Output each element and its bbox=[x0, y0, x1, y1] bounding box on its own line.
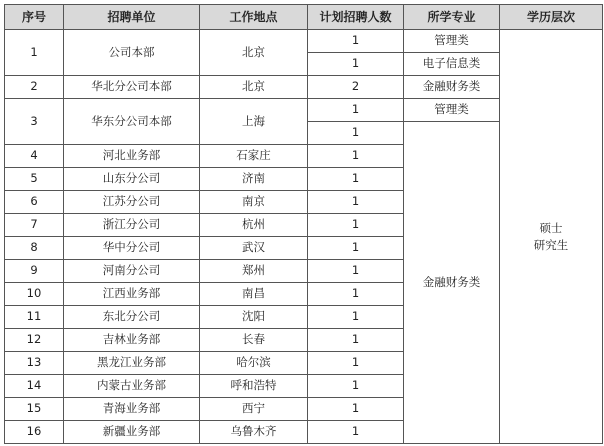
cell-unit: 吉林业务部 bbox=[64, 329, 200, 352]
cell-location: 杭州 bbox=[200, 214, 308, 237]
cell-no: 4 bbox=[5, 145, 64, 168]
cell-unit: 公司本部 bbox=[64, 30, 200, 76]
cell-location: 呼和浩特 bbox=[200, 375, 308, 398]
cell-unit: 江苏分公司 bbox=[64, 191, 200, 214]
cell-no: 7 bbox=[5, 214, 64, 237]
cell-count: 1 bbox=[308, 168, 404, 191]
cell-unit: 华北分公司本部 bbox=[64, 76, 200, 99]
cell-major-shared: 金融财务类 bbox=[404, 122, 500, 444]
cell-no: 12 bbox=[5, 329, 64, 352]
cell-location: 南昌 bbox=[200, 283, 308, 306]
header-unit: 招聘单位 bbox=[64, 5, 200, 30]
cell-location: 北京 bbox=[200, 30, 308, 76]
cell-count: 1 bbox=[308, 53, 404, 76]
cell-count: 1 bbox=[308, 306, 404, 329]
cell-count: 1 bbox=[308, 145, 404, 168]
cell-no: 11 bbox=[5, 306, 64, 329]
cell-no: 13 bbox=[5, 352, 64, 375]
cell-no: 10 bbox=[5, 283, 64, 306]
header-no: 序号 bbox=[5, 5, 64, 30]
cell-major: 管理类 bbox=[404, 99, 500, 122]
cell-unit: 江西业务部 bbox=[64, 283, 200, 306]
cell-unit: 华东分公司本部 bbox=[64, 99, 200, 145]
cell-location: 乌鲁木齐 bbox=[200, 421, 308, 444]
cell-location: 武汉 bbox=[200, 237, 308, 260]
cell-unit: 新疆业务部 bbox=[64, 421, 200, 444]
cell-no: 14 bbox=[5, 375, 64, 398]
cell-location: 南京 bbox=[200, 191, 308, 214]
table-row bbox=[5, 30, 603, 53]
cell-unit: 山东分公司 bbox=[64, 168, 200, 191]
cell-unit: 河北业务部 bbox=[64, 145, 200, 168]
cell-location: 哈尔滨 bbox=[200, 352, 308, 375]
cell-location: 北京 bbox=[200, 76, 308, 99]
header-count: 计划招聘人数 bbox=[308, 5, 404, 30]
cell-location: 西宁 bbox=[200, 398, 308, 421]
cell-location: 济南 bbox=[200, 168, 308, 191]
cell-count: 1 bbox=[308, 375, 404, 398]
cell-degree bbox=[500, 30, 603, 444]
cell-no: 15 bbox=[5, 398, 64, 421]
cell-location: 上海 bbox=[200, 99, 308, 145]
cell-count: 1 bbox=[308, 352, 404, 375]
cell-unit: 河南分公司 bbox=[64, 260, 200, 283]
cell-count: 1 bbox=[308, 283, 404, 306]
cell-count: 1 bbox=[308, 99, 404, 122]
cell-no: 5 bbox=[5, 168, 64, 191]
cell-unit: 浙江分公司 bbox=[64, 214, 200, 237]
recruitment-table bbox=[4, 4, 603, 444]
cell-major: 电子信息类 bbox=[404, 53, 500, 76]
cell-count: 1 bbox=[308, 191, 404, 214]
degree-line-1: 硕士 bbox=[539, 220, 563, 235]
cell-location: 石家庄 bbox=[200, 145, 308, 168]
cell-count: 1 bbox=[308, 122, 404, 145]
cell-count: 1 bbox=[308, 30, 404, 53]
cell-no: 16 bbox=[5, 421, 64, 444]
cell-unit: 东北分公司 bbox=[64, 306, 200, 329]
cell-count: 1 bbox=[308, 398, 404, 421]
cell-no: 2 bbox=[5, 76, 64, 99]
cell-unit: 黑龙江业务部 bbox=[64, 352, 200, 375]
cell-count: 2 bbox=[308, 76, 404, 99]
cell-no: 8 bbox=[5, 237, 64, 260]
cell-unit: 青海业务部 bbox=[64, 398, 200, 421]
cell-count: 1 bbox=[308, 214, 404, 237]
cell-count: 1 bbox=[308, 329, 404, 352]
cell-count: 1 bbox=[308, 421, 404, 444]
cell-unit: 华中分公司 bbox=[64, 237, 200, 260]
degree-line-2: 研究生 bbox=[533, 237, 569, 252]
table-header-row bbox=[5, 5, 603, 30]
cell-no: 9 bbox=[5, 260, 64, 283]
cell-count: 1 bbox=[308, 237, 404, 260]
cell-location: 郑州 bbox=[200, 260, 308, 283]
header-major: 所学专业 bbox=[404, 5, 500, 30]
cell-no: 6 bbox=[5, 191, 64, 214]
cell-count: 1 bbox=[308, 260, 404, 283]
cell-unit: 内蒙古业务部 bbox=[64, 375, 200, 398]
cell-location: 沈阳 bbox=[200, 306, 308, 329]
cell-no: 3 bbox=[5, 99, 64, 145]
header-degree: 学历层次 bbox=[500, 5, 603, 30]
cell-location: 长春 bbox=[200, 329, 308, 352]
cell-major: 金融财务类 bbox=[404, 76, 500, 99]
cell-major: 管理类 bbox=[404, 30, 500, 53]
cell-no: 1 bbox=[5, 30, 64, 76]
header-location: 工作地点 bbox=[200, 5, 308, 30]
